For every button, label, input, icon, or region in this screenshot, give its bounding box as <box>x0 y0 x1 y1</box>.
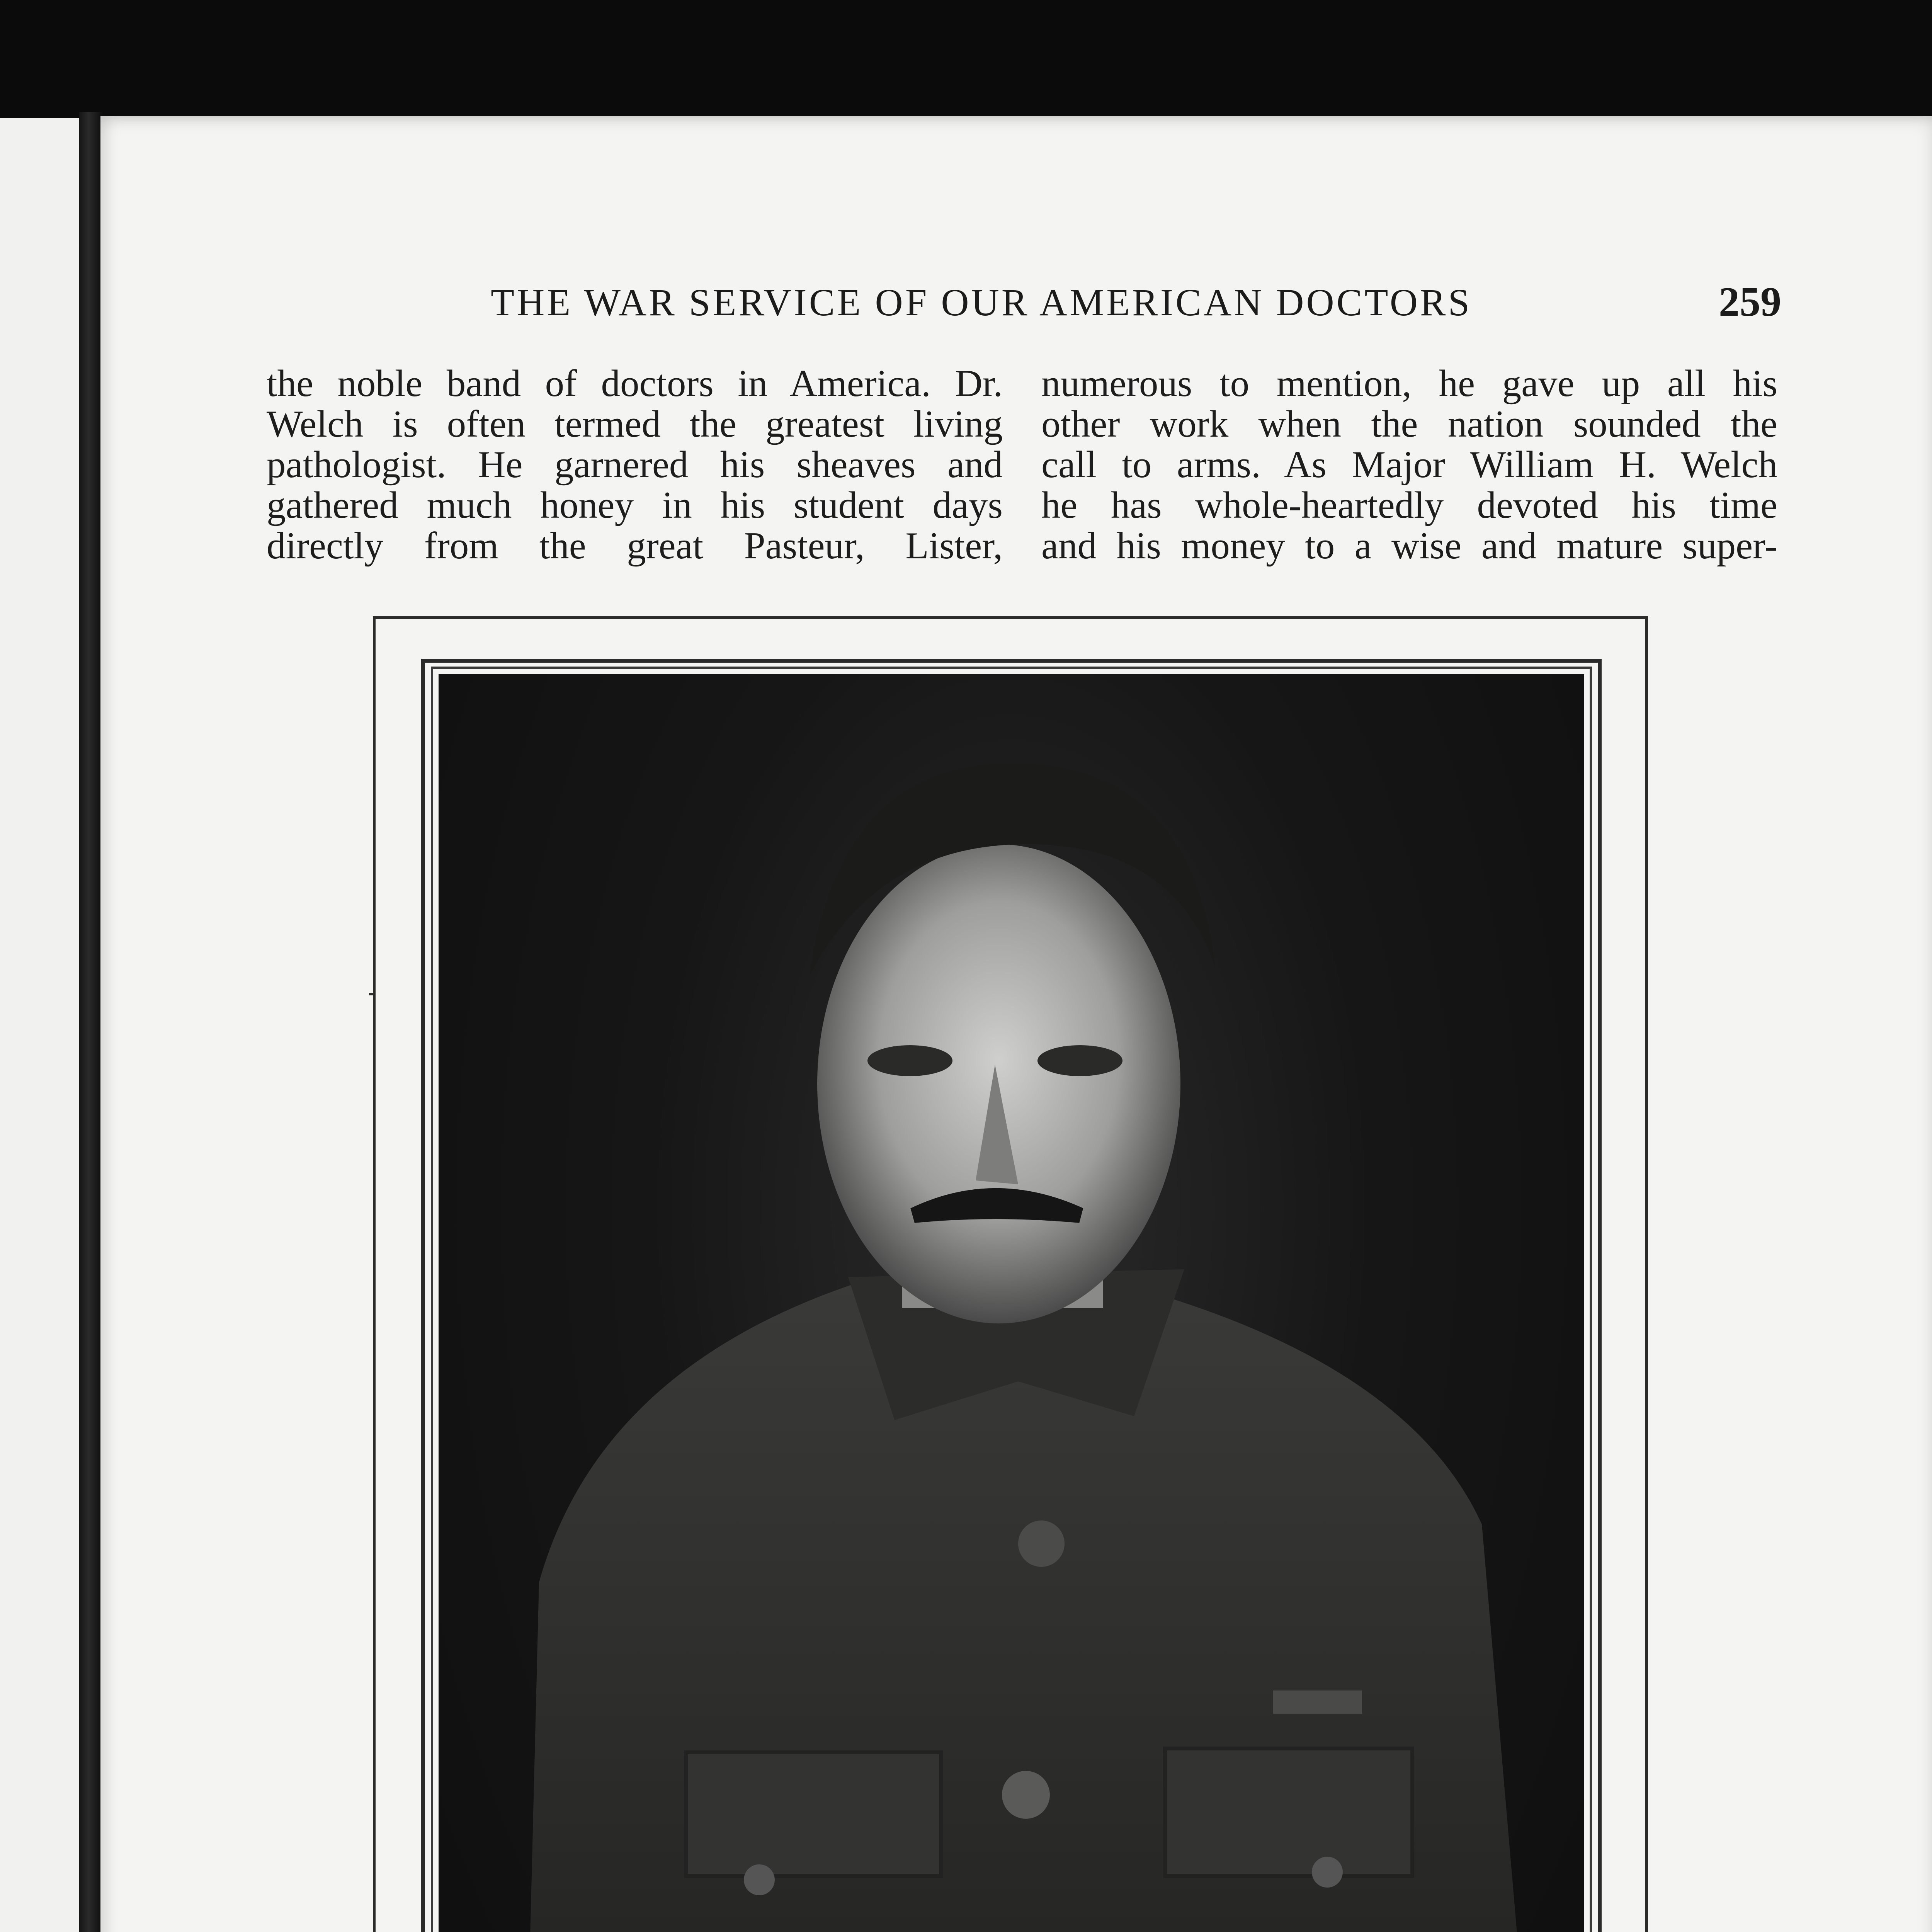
top-right-column <box>1041 363 1777 566</box>
book-gutter <box>79 112 102 1932</box>
facing-page-edge <box>0 118 88 1932</box>
page-number: 259 <box>1719 279 1781 325</box>
text-line: other work when the nation sounded the <box>1041 403 1777 445</box>
running-head: THE WAR SERVICE OF OUR AMERICAN DOCTORS <box>491 281 1472 324</box>
text-line: the noble band of doctors in America. Dr. <box>267 362 1003 405</box>
portrait-photo <box>439 674 1584 1932</box>
text-line: Welch is often termed the greatest living <box>267 403 1003 445</box>
text-line: call to arms. As Major William H. Welch <box>1041 444 1777 486</box>
portrait-illustration <box>439 674 1584 1932</box>
text-line: directly from the great Pasteur, Lister, <box>267 525 1003 567</box>
text-line: numerous to mention, he gave up all his <box>1041 362 1777 405</box>
top-left-column <box>267 363 1003 566</box>
text-line: gathered much honey in his student days <box>267 484 1003 526</box>
text-line: and his money to a wise and mature super- <box>1041 525 1777 567</box>
text-line: pathologist. He garnered his sheaves and <box>267 444 1003 486</box>
text-line: he has whole-heartedly devoted his time <box>1041 484 1777 526</box>
